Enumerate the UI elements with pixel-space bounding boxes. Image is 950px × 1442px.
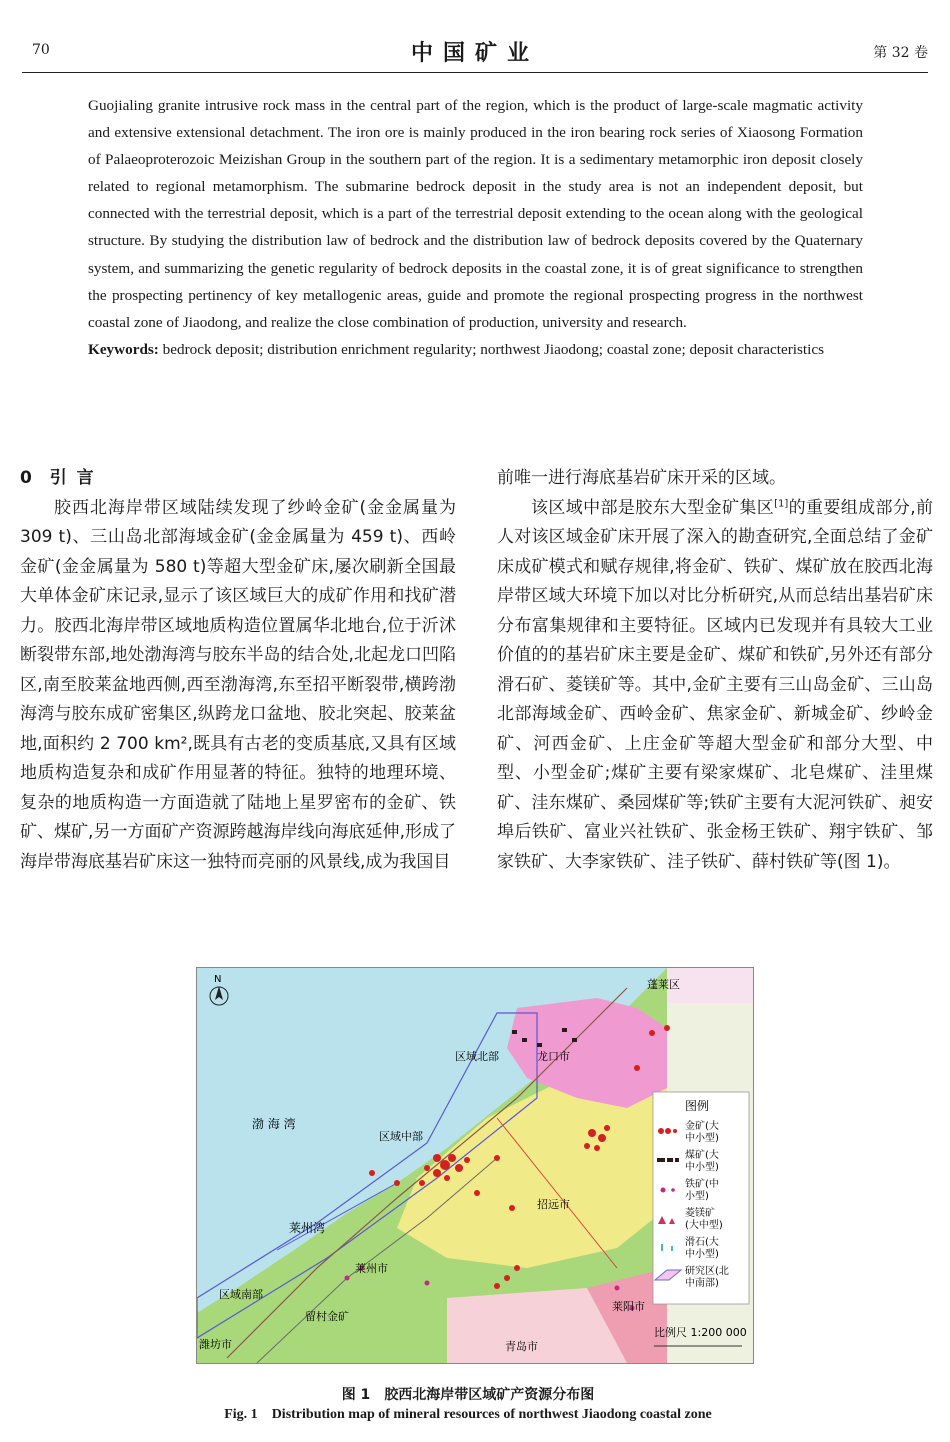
map-legend [653, 1092, 749, 1304]
intro-paragraph-2-start: 该区域中部是胶东大型金矿集区 [531, 497, 775, 518]
figure-caption-en [0, 1407, 950, 1423]
legend-gold-line2: 中小型) [685, 1133, 719, 1144]
left-column [20, 464, 456, 877]
section-title: 引 言 [49, 468, 96, 488]
label-qingdao: 青岛市 [505, 1340, 538, 1353]
legend-magnesite-line2: (大中型) [685, 1220, 723, 1231]
legend-iron-line2: 小型) [685, 1191, 709, 1202]
label-longkou: 龙口市 [537, 1050, 570, 1063]
section-number: 0 [20, 468, 34, 488]
legend-coal-line1: 煤矿(大 [685, 1150, 719, 1161]
citation-link[interactable]: [1] [774, 497, 789, 509]
intro-paragraph-2-rest: 的重要组成部分,前人对该区域金矿床开展了深入的勘查研究,全面总结了金矿床成矿模式和赋存规律,将金矿、铁矿、煤矿放在胶西北海岸带区域大环境下加以对比分析研究,从而总结出基岩矿床分布富集规律和主要特征。区域内已发现并有具较大工业价值的的基岩矿床主要是金矿、煤矿和铁矿,另外还有部分滑石矿、菱镁矿等。其中,金矿主要有三山岛金矿、三山岛北部海域金矿、西岭金矿、焦家金矿、新城金矿、纱岭金矿、河西金矿、上庄金矿等超大型金矿和部分大型、中型、小型金矿;煤矿主要有梁家煤矿、北皂煤矿、洼里煤矿、洼东煤矿、桑园煤矿等;铁矿主要有大泥河铁矿、昶安埠后铁矿、富业兴社铁矿、张金杨王铁矿、翔宇铁矿、邹家铁矿、大李家铁矿、洼子铁矿、薛村铁矿等(图 1)。 [497, 497, 934, 872]
legend-coal-line2: 中小型) [685, 1162, 719, 1173]
page-number: 70 [32, 42, 50, 58]
legend-talc-line1: 滑石(大 [685, 1237, 719, 1248]
label-south-region: 区域南部 [219, 1288, 263, 1301]
header-rule [22, 72, 928, 73]
keywords [88, 336, 863, 363]
legend-gold-line1: 金矿(大 [685, 1121, 719, 1132]
map-svg [197, 968, 753, 1363]
legend-study-line1: 研究区(北 [685, 1266, 729, 1277]
figure-title-en: Distribution map of mineral resources of northwest Jiaodong coastal zone [271, 1407, 712, 1422]
label-zhaoyuan: 招远市 [537, 1198, 570, 1211]
intro-paragraph-1-continued: 前唯一进行海底基岩矿床开采的区域。 [497, 468, 786, 488]
intro-paragraph-1: 胶西北海岸带区域陆续发现了纱岭金矿(金金属量为 309 t)、三山岛北部海域金矿(金金属量为 459 t)、西岭金矿(金金属量为 580 t)等超大型金矿床,屡次刷新全国最大单体金矿床记录,显示了该区域巨大的成矿作用和找矿潜力。胶西北海岸带区域地质构造位置属华北地台,位于沂沭断裂带东部,地处渤海湾与胶东半岛的结合处,北起龙口凹陷区,南至胶莱盆地西侧,西至渤海湾,东至招平断裂带,横跨渤海湾与胶东成矿密集区,纵跨龙口盆地、胶北突起、胶莱盆地,面积约 2 700 km²,既具有古老的变质基底,又具有区域地质构造复杂和成矿作用显著的特征。独特的地理环境、复杂的地质构造一方面造就了陆地上星罗密布的金矿、铁矿、煤矿,另一方面矿产资源跨越海岸线向海底延伸,形成了海岸带海底基岩矿床这一独特而亮丽的风景线,成为我国目 [20, 497, 456, 872]
section-heading [20, 464, 456, 494]
map-scale: 比例尺 1:200 000 [654, 1326, 747, 1339]
label-bohai: 渤 海 湾 [252, 1117, 296, 1131]
intro-paragraph-2 [497, 494, 933, 878]
abstract [88, 92, 863, 363]
label-penglai: 蓬莱区 [647, 978, 680, 991]
legend-magnesite-line1: 菱镁矿 [685, 1208, 715, 1219]
journal-title: 中国矿业 [410, 41, 539, 66]
figure-caption-cn [0, 1384, 950, 1404]
legend-study-line2: 中南部) [685, 1278, 719, 1289]
label-liucun: 留村金矿 [305, 1310, 349, 1323]
figure-number-en: Fig. 1 [224, 1407, 258, 1422]
figure-number-cn: 图 1 [341, 1387, 371, 1403]
keywords-text: bedrock deposit; distribution enrichment regularity; northwest Jiaodong; coastal zone; deposit characteristics [162, 340, 824, 358]
label-north-region: 区域北部 [455, 1050, 499, 1063]
legend-talc-line2: 中小型) [685, 1249, 719, 1260]
keywords-label: Keywords: [88, 340, 159, 358]
right-column [497, 464, 933, 877]
label-central-region: 区域中部 [379, 1130, 423, 1143]
label-laiyang: 莱阳市 [612, 1300, 645, 1313]
volume-label: 第 32 卷 [873, 45, 928, 61]
figure-title-cn: 胶西北海岸带区域矿产资源分布图 [384, 1387, 595, 1403]
label-laizhou: 莱州市 [355, 1262, 388, 1275]
abstract-text: Guojialing granite intrusive rock mass in the central part of the region, which is the product of large-scale magmatic activity and extensive extensional detachment. The iron ore is mainly produced in the iron bearing rock series of Xiaosong Formation of Palaeoproterozoic Meizishan Group in the southern part of the region. It is a sedimentary metamorphic iron deposit closely related to regional metamorphism. The submarine bedrock deposit in the study area is not an independent deposit, but connected with the terrestrial deposit, which is a part of the terrestrial deposit extending to the ocean along with the geological structure. By studying the distribution law of bedrock and the distribution law of bedrock deposits covered by the Quaternary system, and summarizing the genetic regularity of bedrock deposits in the coastal zone, it is of great significance to strengthen the prospecting pertinency of key metallogenic areas, guide and promote the regional prospecting progress in the northwest coastal zone of Jiaodong, and realize the close combination of production, university and research. [88, 97, 863, 331]
mineral-distribution-map [196, 967, 754, 1364]
label-laizhou-bay: 莱州湾 [289, 1221, 326, 1235]
legend-title: 图例 [685, 1099, 710, 1113]
north-label: N [214, 974, 222, 985]
legend-iron-line1: 铁矿(中 [685, 1179, 719, 1190]
label-weifang: 潍坊市 [199, 1338, 232, 1351]
